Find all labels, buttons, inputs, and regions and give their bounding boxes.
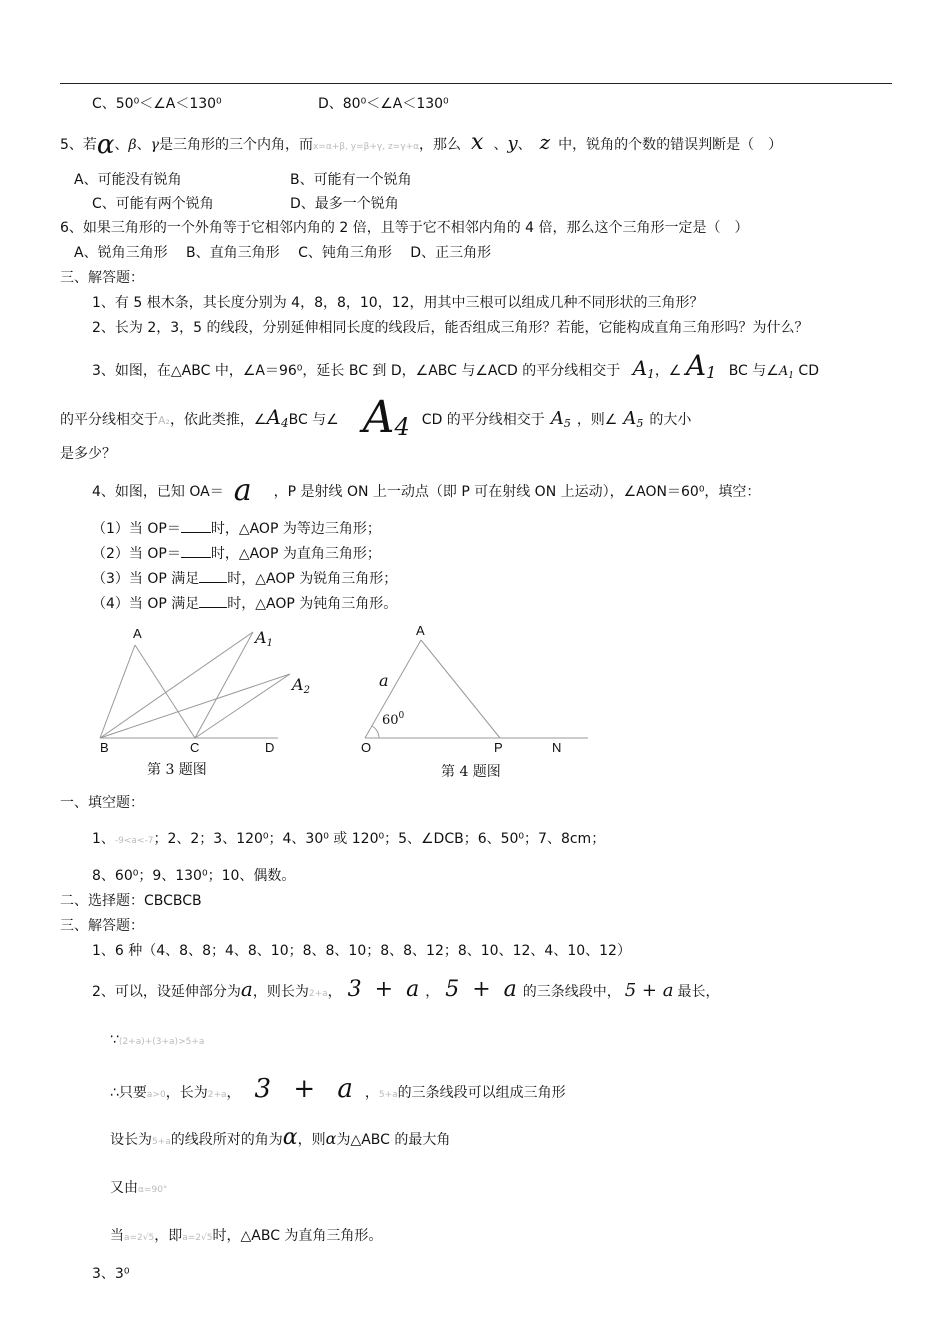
fig3-line-ca2 <box>195 674 290 738</box>
q4-option-c: C、50⁰＜∠A＜130⁰ <box>92 96 222 112</box>
s3-q3-line3: 是多少？ <box>60 446 116 462</box>
fig3-label-a1: $A_1$ <box>255 628 273 649</box>
fig3-line-ca1 <box>195 632 253 738</box>
ans-fill-line2: 8、60⁰；9、130⁰；10、偶数。 <box>92 868 296 884</box>
fig3-label-a2: $A_2$ <box>292 675 310 696</box>
q5-option-a: A、可能没有锐角 <box>74 172 182 188</box>
fig3-line-ba2 <box>100 674 290 738</box>
ans-fill-line1: 1、-9<a<-7；2、2；3、120⁰；4、30⁰ 或 120⁰；5、∠DCB；6、50⁰；7、8cm； <box>92 831 606 847</box>
ans-fill-title: 一、填空题： <box>60 795 144 811</box>
fig3-line-ba <box>100 645 135 738</box>
s3-q4-1: （1）当 OP＝ 时，△AOP 为等边三角形； <box>92 518 381 539</box>
ans-when: 当a=2√5，即a=2√5时，△ABC 为直角三角形。 <box>110 1228 383 1244</box>
fig4-label-angle: $60^0$ <box>382 711 405 728</box>
fig3-caption: 第 3 题图 <box>147 762 207 778</box>
s3-q4-stem: 4、如图，已知 OA＝ a ，P 是射线 ON 上一动点（即 P 可在射线 ON 上运动），∠AON＝60⁰，填空： <box>92 473 761 508</box>
ans-s2: 2、可以，设延伸部分为a，则长为2+a， 3 + a ， 5 + a 的三条线段中， 5 + a 最长， <box>92 977 720 1002</box>
q5-option-b: B、可能有一个锐角 <box>290 172 412 188</box>
s3-q4-3: （3）当 OP 满足 时，△AOP 为锐角三角形； <box>92 568 397 589</box>
fig4-line-ap <box>421 640 500 738</box>
s3-q3-line2: 的平分线相交于A₂，依此类推，$\angle A_4BC$ 与∠ $A_4$ CD 的平分线相交于 $A_5$ ，则∠ $A_5$ 的大小 <box>60 392 692 443</box>
fig4-angle-arc <box>372 726 379 738</box>
fig4-caption: 第 4 题图 <box>441 764 501 780</box>
ans-s3: 3、3⁰ <box>92 1266 130 1282</box>
q6-stem: 6、如果三角形的一个外角等于它相邻内角的 2 倍，且等于它不相邻内角的 4 倍，那么这个三角形一定是（ ） <box>60 220 749 236</box>
ans-therefore: ∴只要a>0，长为2+a， 3 + a ，5+a的三条线段可以组成三角形 <box>110 1074 566 1104</box>
fig4-label-a: A <box>416 623 425 638</box>
fig4-label-side-a: a <box>379 671 389 690</box>
s3-q3-line1: 3、如图，在△ABC 中，∠A＝96⁰，延长 BC 到 D，∠ABC 与∠ACD 的平分线相交于 $A_1$，∠ $A_1$ BC 与$\angle A_1$ CD <box>92 349 819 382</box>
fig3-label-c: C <box>190 740 200 755</box>
s3-q1: 1、有 5 根木条，其长度分别为 4，8，8，10，12，用其中三根可以组成几种不同形状的三角形？ <box>92 295 704 311</box>
fig3-label-a: A <box>133 626 142 641</box>
ans-also: 又由α=90° <box>110 1180 168 1196</box>
q5-option-d: D、最多一个锐角 <box>290 196 399 212</box>
q4-option-d: D、80⁰＜∠A＜130⁰ <box>318 96 449 112</box>
section3-title: 三、解答题： <box>60 270 144 286</box>
fig4-label-n: N <box>552 740 562 755</box>
s3-q4-4: （4）当 OP 满足 时，△AOP 为钝角三角形。 <box>92 593 397 614</box>
s3-q2: 2、长为 2，3，5 的线段，分别延伸相同长度的线段后，能否组成三角形？若能，它能构成直角三角形吗？为什么？ <box>92 320 809 336</box>
ans-because: ∵(2+a)+(3+a)>5+a <box>110 1032 205 1048</box>
ans-s1: 1、6 种（4、8、8；4、8、10；8、8、10；8、8、12；8、10、12、4、10、12） <box>92 943 631 959</box>
s3-q4-2: （2）当 OP＝ 时，△AOP 为直角三角形； <box>92 543 381 564</box>
q5-option-c: C、可能有两个锐角 <box>92 196 214 212</box>
q6-options: A、锐角三角形 B、直角三角形 C、钝角三角形 D、正三角形 <box>74 245 492 261</box>
fig3-label-d: D <box>265 740 275 755</box>
ans-solve-title: 三、解答题： <box>60 918 144 934</box>
ans-let: 设长为5+a的线段所对的角为α，则α为△ABC 的最大角 <box>110 1125 451 1150</box>
ans-choice: 二、选择题：CBCBCB <box>60 893 202 909</box>
fig4-label-p: P <box>494 740 503 755</box>
q5-stem: 5、若α、β、γ是三角形的三个内角，而x=α+β, y=β+γ, z=γ+α，那么 x 、y、 z 中，锐角的个数的错误判断是（ ） <box>60 130 783 160</box>
fig3-line-ac <box>135 645 195 738</box>
fig3-label-b: B <box>100 740 109 755</box>
fig3-line-ba1 <box>100 632 253 738</box>
fig4-label-o: O <box>361 740 372 755</box>
